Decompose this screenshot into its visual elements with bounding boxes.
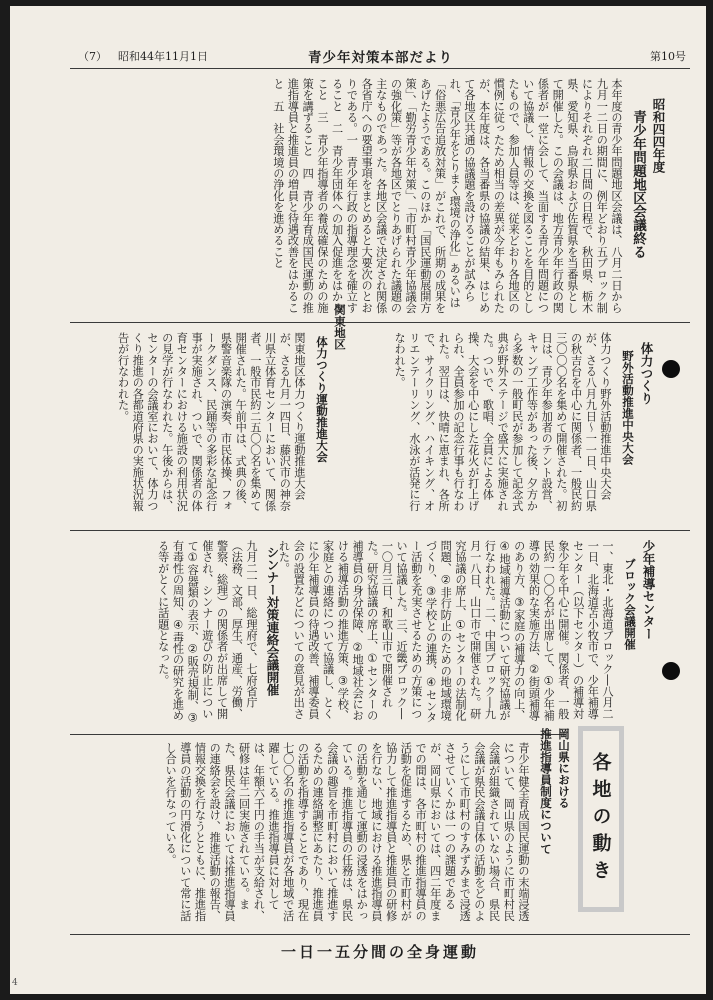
thinner-heading: シンナー対策連絡会議開催 [265, 546, 280, 696]
thinner-body: 九月二一日、総理府で、七府省庁（法務、文部、厚生、通産、労働、警察、総理）の関係者が出席して開催され、シンナー遊びの防止について①容器類の表示、②販売規制、③有毒性の周知、④毒性の研究を進める等がとくに話題となった。 [156, 540, 258, 725]
council-body: 本年度の青少年問題地区会議は、八月二日から九月一二日の期間に、例年どおり五ブロック制によりそれぞれ二日間の日程で、秋田県、栃木県、愛知県、鳥取県および佐賀県を当番県として開催した。この会議は、地方青少年行政の関係者が一堂に会して、当面する青少年問題について協議し、情報の交換を図ることを目的としたもので、参加人員等は、従来どおり各地区の慣例に従ったため相当の差異が今年もみられたが、本年度は、各当番県の協議の結果、はじめて各地区共通の協議題を設けることが試みられ、「青少年をとりまく環境の浄化」あるいは「俗悪広告追放対策」がこれで、所期の成果をあげたようである。このほか「国民運動展開方策」、「勤労青少年対策」、「市町村青少年協議会の強化策」等が各地区でとりあげられた議題の主なものであった。各地区会議で決定され関係各省庁への要望事項をまとめると大要次のとおりである。一 青少年行政の指導理念を確立すること 二 青少年団体への加入促進をはかること 三 青少年指導者の養成確保のための施策を講ずること 四 青少年育成国民運動の推進指導員と推進員の増員と待遇改善をはかること 五 社会環境の浄化を進めること [271, 78, 623, 314]
issue-number: 第10号 [650, 50, 686, 63]
divider-1 [70, 322, 690, 323]
youth-center-heading-line1: 少年補導センター [641, 540, 656, 640]
corner-mark: 4 [12, 978, 18, 988]
kanto-body: 関東地区体力つくり運動推進大会が、さる九月一四日、藤沢市の神奈川県立体育センターにおいて、関係者、一般市民約二五〇〇名を集めて開催された。午前中は、式典の後、県警音楽隊の演奏、市民体操、フォークダンス、民踊等の多彩な記念行事が実施され、ついで、関係者の体育センターにおける施設の利用状況の見学が行なわれた。午後からは、センターの会議室において、体力つくり推進の各都道府県の実施状況報告が行なわれた。 [116, 332, 306, 512]
punch-hole-bottom [662, 662, 680, 680]
newsletter-page [10, 6, 706, 994]
newsletter-title: 青少年対策本部だより [308, 50, 453, 66]
section-label: 各地の動き [583, 731, 619, 907]
kanto-heading-line2: 体力つくり運動推進大会 [315, 336, 329, 463]
okayama-heading-line1: 岡山県における [557, 728, 571, 809]
section-label-box [578, 726, 624, 912]
punch-hole-top [662, 360, 680, 378]
youth-center-heading-line2: ブロック会議開催 [623, 558, 637, 650]
footer-rule [70, 934, 690, 935]
fitness-body: 体力つくり野外活動推進中央大会が、さる八月九日～一一日、山口県の秋吉台を中心に関係者、一般民約三〇〇〇名を集めて開催された。初日は、青少年参加者のテント設営、キャンプ工作等があった後、夕方から多数の一般町民が参加して記念式典が野外ステージで盛大に実施された。ついで、歌唱、全員による体操、大会を中心にした花火が打上げられ、全員参加の記念行事も行なわれた。翌日は、快晴に恵まれ、各所で、サイクリング、ハイキング、オリエンテーリング、水泳が活発に行なわれた。 [393, 332, 612, 512]
issue-date: 昭和44年11月1日 [118, 50, 208, 63]
council-heading-line2: 青少年問題地区会議終る [630, 110, 646, 259]
divider-2 [70, 530, 690, 531]
okayama-body: 青少年健全育成国民運動の末端浸透について、岡山県のように市町村民会議が組織されていない場合、県民会議が県民会議自体の活動をどのようにして市町村のすみずみまで浸透させていくかは一つの課題であるが、岡山県においては、四二年度までの間は、各市町村の推進指導員の活動を促進するため、県と市町村が協力して推進指導員と推進員の研修を行ない、地域における推進指導員の活動を通じて運動の浸透をはかっている。推進指導員の任務は、県民会議の趣旨を市町村において推進するための連絡調整にあたり、推進員の活動を指導することであり、現在七〇〇名の推進指導員が各地域で活躍している。推進指導員に対しては、年額六千円の手当が支給され、研修は年二回実施されている。また、県民会議においては推進指導員の連絡会を設け、推進活動の報告、情報交換を行なうとともに、推進指導員の活動の円滑化について常に話し合いを行なっている。 [164, 742, 530, 922]
divider-3 [70, 734, 566, 735]
header-rule [70, 68, 690, 69]
page-number: （7） [78, 50, 107, 63]
fitness-heading-line2: 野外活動推進中央大会 [621, 350, 635, 465]
footer-slogan: 一日一五分間の全身運動 [280, 943, 479, 961]
fitness-heading-line1: 体力つくり [639, 342, 654, 405]
kanto-heading-line1: 関東地区 [333, 304, 347, 350]
page-header [78, 44, 686, 68]
youth-center-body: 一、東北・北海道ブロック―八月二一日、北海道苫小牧市で、少年補導センター（以下センター）の補導対象少年を中心に開催。関係者、一般民約一〇〇名が出席して、①少年補導の効果的な実施方法、②街頭補導のあり方、③家庭の補導力の向上、④地域補導活動について研究協議が行なわれた。二、中国ブロック―九月一八日、山口市で開催された。研究協議の席上、①センターの法制化問題、②非行防止のための地域環境づくり、③学校との連携、④センター活動を充実させるための方策について協議した。三、近畿ブロック―一〇月三日、和歌山市で開催された。研究協議の席上、①センターの補導員の身分保障、②地域社会における補導活動の推進方策、③学校、家庭との連絡について協議し、とくに少年補導員の待遇改善、補導委員会の設置などについての意見が出された。 [277, 540, 614, 723]
council-heading-line1: 昭和四四年度 [651, 98, 666, 173]
okayama-heading-line2: 推進指導員制度について [539, 728, 553, 855]
